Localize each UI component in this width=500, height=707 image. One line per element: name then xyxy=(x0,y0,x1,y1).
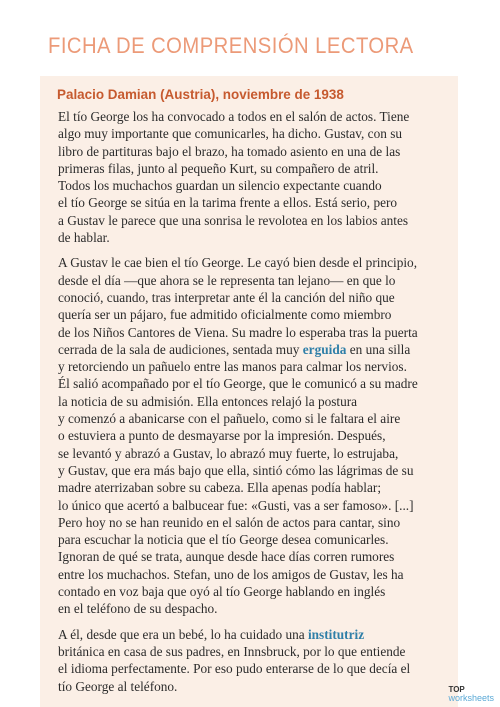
text-line: a Gustav le parece que una sonrisa le revolotea en los labios antes xyxy=(58,212,409,228)
text-line: el tío George se sitúa en la tarima frente a ellos. Está serio, pero xyxy=(58,195,398,211)
text-line: Pero hoy no se han reunido en el salón de actos para cantar, sino xyxy=(58,514,401,530)
paragraph-1 xyxy=(58,108,458,246)
text-line: o estuviera a punto de desmayarse por la impresión. Después, xyxy=(58,428,386,444)
worksheet-title: FICHA DE COMPRENSIÓN LECTORA xyxy=(48,33,414,58)
text-line: Ignoran de qué se trata, aunque desde hace días corren rumores xyxy=(58,549,395,565)
text-line: entre los muchachos. Stefan, uno de los amigos de Gustav, les ha xyxy=(58,566,404,582)
text-line: El tío George los ha convocado a todos en el salón de actos. Tiene xyxy=(58,109,410,124)
text-line: lo único que acertó a balbucear fue: «Gusti, vas a ser famoso». [...] xyxy=(58,497,414,513)
text-line: y retorciendo un pañuelo entre las manos para calmar los nervios. xyxy=(58,359,407,375)
passage-text xyxy=(58,108,458,695)
paragraph-3 xyxy=(58,626,458,695)
text-line: de los Niños Cantores de Viena. Su madre lo esperaba tras la puerta xyxy=(58,324,418,340)
text-line-with-highlight xyxy=(58,341,458,358)
text-segment: cerrada de la sala de audiciones, sentada muy xyxy=(58,341,303,357)
text-line: primeras filas, junto al pequeño Kurt, su compañero de atril. xyxy=(58,160,379,176)
text-line: y comenzó a abanicarse con el pañuelo, como si le faltara el aire xyxy=(58,411,401,427)
logo-top-text: TOP xyxy=(448,685,465,694)
text-line: el idioma perfectamente. Por eso pudo enterarse de lo que decía el xyxy=(58,661,411,677)
text-segment: A él, desde que era un bebé, lo ha cuidado una xyxy=(58,626,308,642)
text-line: contado en voz baja que oyó al tío George hablando en inglés xyxy=(58,584,386,600)
text-line: libro de partituras bajo el brazo, ha tomado asiento en una de las xyxy=(58,143,401,159)
text-line: británica en casa de sus padres, en Innsbruck, por lo que entiende xyxy=(58,643,406,659)
text-segment: en una silla xyxy=(346,341,411,357)
paragraph-2 xyxy=(58,254,458,617)
passage-subtitle: Palacio Damian (Austria), noviembre de 1938 xyxy=(57,86,344,102)
vocabulary-word-erguida: erguida xyxy=(302,341,347,357)
text-line: desde el día —que ahora se le representa tan lejano— en que lo xyxy=(58,272,396,288)
text-line: algo muy importante que comunicarles, ha dicho. Gustav, con su xyxy=(58,126,403,142)
text-line: tío George al teléfono. xyxy=(58,678,178,694)
text-line: conoció, cuando, tras interpretar ante él la canción del niño que xyxy=(58,289,395,305)
text-line-with-highlight xyxy=(58,626,458,643)
text-line: la noticia de su admisión. Ella entonces relajó la postura xyxy=(58,393,358,409)
logo-name-text: worksheets xyxy=(448,693,494,703)
text-line: Todos los muchachos guardan un silencio expectante cuando xyxy=(58,178,382,194)
text-line: quería ser un pájaro, fue admitido oficialmente como miembro xyxy=(58,307,392,323)
topworksheets-logo xyxy=(448,685,494,703)
text-line: de hablar. xyxy=(58,230,110,246)
text-line: para escuchar la noticia que el tío George desea comunicarles. xyxy=(58,532,389,548)
text-line: en el teléfono de su despacho. xyxy=(58,601,218,617)
text-line: se levantó y abrazó a Gustav, lo abrazó muy fuerte, lo estrujaba, xyxy=(58,445,399,461)
vocabulary-word-institutriz: institutriz xyxy=(307,626,365,642)
text-line: Él salió acompañado por el tío George, que le comunicó a su madre xyxy=(58,376,418,392)
text-line: A Gustav le cae bien el tío George. Le cayó bien desde el principio, xyxy=(58,255,418,271)
text-line: y Gustav, que era más bajo que ella, sintió cómo las lágrimas de su xyxy=(58,462,414,478)
text-line: madre aterrizaban sobre su cabeza. Ella apenas podía hablar; xyxy=(58,480,382,496)
